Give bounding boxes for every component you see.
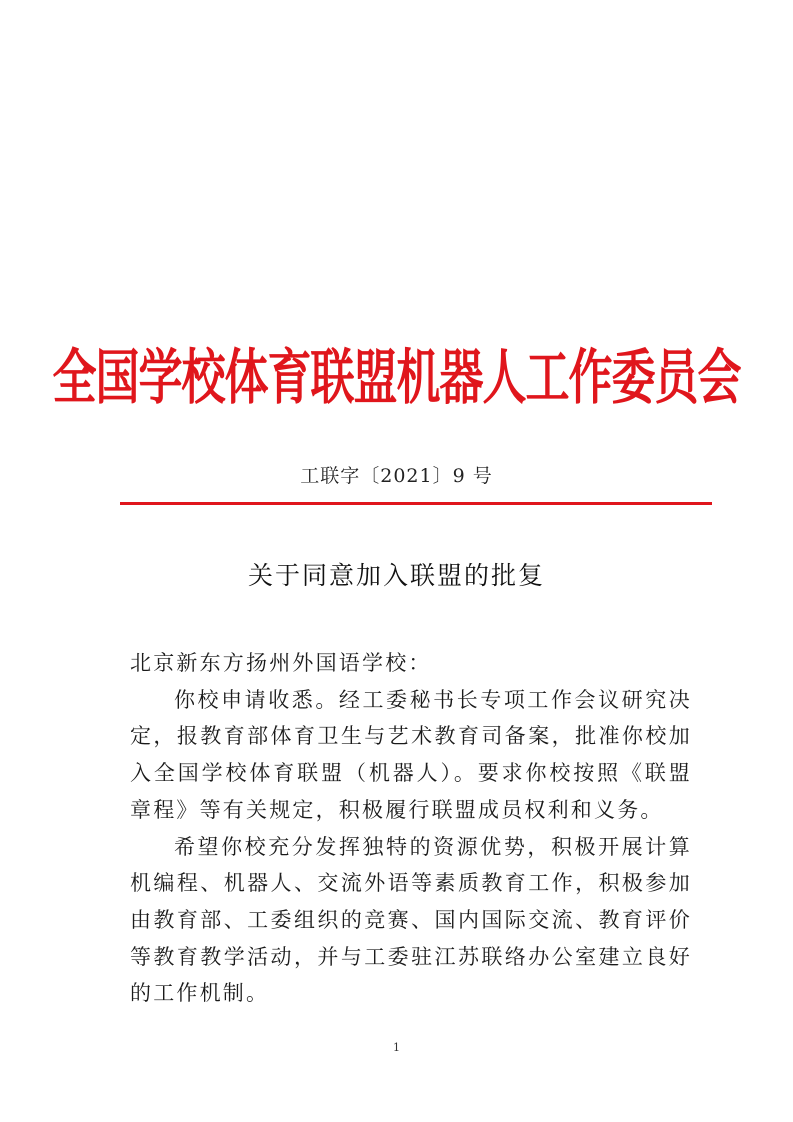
body-paragraph-2: 希望你校充分发挥独特的资源优势，积极开展计算机编程、机器人、交流外语等素质教育工作，积极参加由教育部、工委组织的竞赛、国内国际交流、教育评价等教育教学活动，并与工委驻江苏联络办公室建立良好的工作机制。 [130, 834, 692, 1006]
document-number: 工联字〔2021〕9 号 [300, 465, 493, 487]
salutation: 北京新东方扬州外国语学校： [130, 651, 432, 675]
document-body [130, 645, 692, 1012]
masthead-org-name: 全国学校体育联盟机器人工作委员会 [52, 343, 741, 413]
body-paragraph-1: 你校申请收悉。经工委秘书长专项工作会议研究决定，报教育部体育卫生与艺术教育司备案，批准你校加入全国学校体育联盟（机器人）。要求你校按照《联盟章程》等有关规定，积极履行联盟成员权利和义务。 [130, 687, 692, 822]
page-number: 1 [393, 1041, 400, 1054]
document-title: 关于同意加入联盟的批复 [247, 561, 545, 590]
red-divider-line [120, 502, 712, 505]
